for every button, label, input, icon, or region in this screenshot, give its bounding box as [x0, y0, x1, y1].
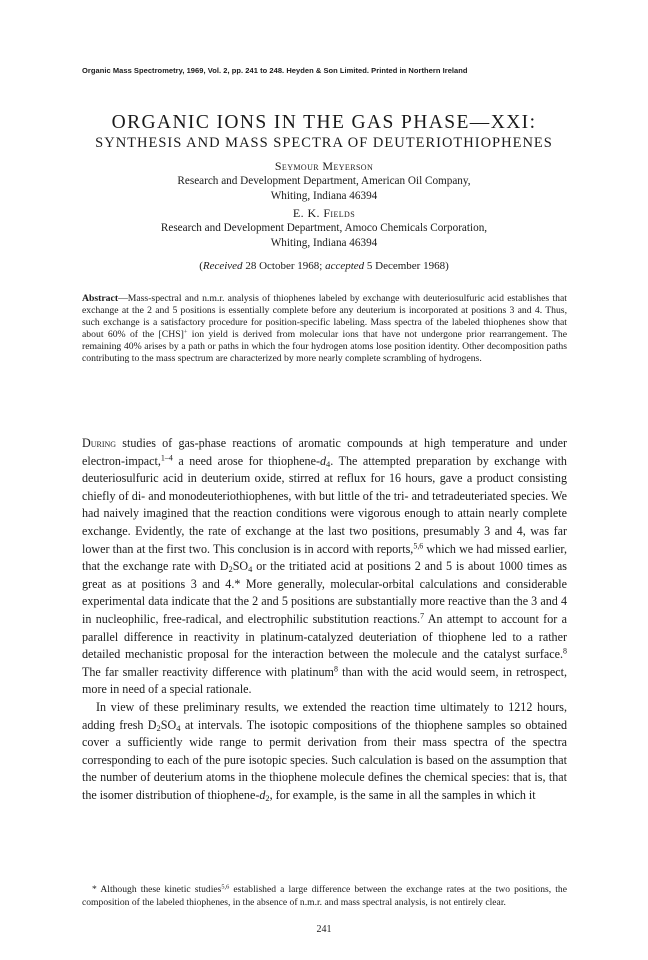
article-title-line-1: ORGANIC IONS IN THE GAS PHASE—XXI:: [111, 112, 537, 133]
body-text-run: a need arose for thiophene-: [172, 453, 320, 468]
journal-citation: Organic Mass Spectrometry, 1969, Vol. 2, pp. 241 to 248. Heyden & Son Limited. Printed in Northern Ireland: [82, 66, 468, 75]
footnote: [82, 884, 567, 909]
citation-ref: 5,6: [413, 541, 424, 551]
body-text-run: An attempt to account for a parallel difference in reactivity in platinum-catalyzed deuteriation of thiophene led to a rather detailed mechanistic proposal for the interaction between the molecule and the catalyst surface.: [82, 611, 567, 662]
isotope-label: d: [259, 787, 266, 802]
abstract-label: Abstract: [82, 293, 119, 304]
subscript: 2: [156, 722, 161, 733]
body-text-run: SO: [232, 559, 249, 574]
received-line: (Received 28 October 1968; accepted 5 December 1968): [199, 260, 449, 272]
body-text-run: or the tritiated acid at positions 2 and 5 is about 1000 times as great as at positions 3 and 4.* More generally, molecular-orbital calculations and considerable experimental data indicate that the 2 and 5 positions are substantially more reactive than the 3 and 4 in nucleophilic, free-radical, and electrophilic substitution reactions.: [82, 559, 568, 626]
footnote-text-run: established a large difference between the exchange rates at the two positions, the composition of the labeled thiophenes, in the absence of n.m.r. and mass spectral analysis, is not entirely clear.: [82, 884, 567, 908]
received-label: Received: [202, 260, 243, 272]
body-paragraph-1: [82, 435, 567, 699]
body-text-run: at intervals. The isotopic compositions of the thiophene samples so obtained cover a sufficiently wide range to permit derivation from their mass spectra of the spectra corresponding to each of the pure isotopic species. Such calculation is based on the assumption that the number of deuterium atoms in the thiophene molecule defines the chemical species: that is, that the isomer distribution of thiophene-: [82, 717, 567, 802]
isotope-label: d: [319, 453, 327, 468]
citation-ref: 8: [333, 664, 338, 674]
citation-ref: 5,6: [221, 883, 230, 891]
author-affiliation-1: Research and Development Department, American Oil Company,: [177, 175, 471, 187]
opening-smallcaps: uring: [90, 436, 117, 450]
citation-ref: 8: [563, 646, 567, 656]
body-text-run: The far smaller reactivity difference with platinum: [82, 664, 334, 679]
abstract-text-part-2: ion yield is derived from molecular ions that have not undergone prior rearrangement. The remaining 40% arises by a path or paths in which the four hydrogen atoms lose position identity. Other decomposition paths contributing to the mass spectrum are characterized by more nearly complete scrambling of hydrogens.: [82, 329, 568, 365]
abstract: [82, 293, 567, 366]
dropcap-letter: D: [82, 436, 91, 450]
footnote-text-run: * Although these kinetic studies: [92, 884, 222, 895]
author-address-2: Whiting, Indiana 46394: [270, 237, 378, 249]
author-affiliation-2: Research and Development Department, Amoco Chemicals Corporation,: [160, 222, 488, 234]
received-date: 28 October 1968: [245, 260, 320, 272]
subscript: 2: [228, 564, 233, 575]
author-address-1: Whiting, Indiana 46394: [270, 190, 378, 202]
body-paragraph-2: [82, 699, 567, 805]
body-text-run: which we had missed earlier, that the exchange rate with D: [82, 541, 567, 574]
body-text-run: , for example, is the same in all the samples in which it: [269, 787, 536, 802]
author-name-2: E. K. Fields: [292, 206, 356, 220]
citation-ref: 1–4: [160, 453, 173, 463]
abstract-text-part-1: —Mass-spectral and n.m.r. analysis of thiophenes labeled by exchange with deuteriosulfuric acid establishes that exchange at the 2 and 5 positions is essentially complete before any deuterium is incorporated at positions 3 and 4. Thus, such exchange is a satisfactory procedure for position-specific labeling. Mass spectra of the labeled thiophenes show that about 60% of the [CHS]: [82, 293, 567, 341]
body-text-run: SO: [160, 717, 177, 732]
body-text-run: . The attempted preparation by exchange with deuteriosulfuric acid in deuterium oxide, stirred at reflux for 16 hours, gave a product consisting chiefly of di- and monodeuteriothiophenes, with but little of the tri- and tetradeuteriated species. We had naively imagined that the reaction conditions were vigorous enough to attain nearly complete exchange. Evidently, the rate of exchange at the last two positions, presumably 3 and 4, was far lower than at the first two. This conclusion is in accord with reports,: [82, 453, 567, 556]
body-text-run: than with the acid would seem, in retrospect, more in need of a special rationale.: [82, 664, 567, 697]
accepted-label: accepted: [325, 260, 365, 272]
body-text: [82, 435, 567, 804]
superscript-plus: +: [183, 328, 188, 336]
accepted-date: 5 December 1968: [366, 260, 446, 272]
subscript: 4: [176, 722, 181, 733]
body-text-run: studies of gas-phase reactions of aromatic compounds at high temperature and under electron-impact,: [82, 436, 567, 468]
subscript: 2: [265, 792, 270, 803]
body-text-run: In view of these preliminary results, we extended the reaction time ultimately to 1212 hours, adding fresh D: [82, 699, 567, 732]
citation-ref: 7: [420, 611, 425, 621]
author-name-1: Seymour Meyerson: [274, 159, 374, 173]
subscript: 4: [326, 458, 331, 469]
article-title-line-2: SYNTHESIS AND MASS SPECTRA OF DEUTERIOTHIOPHENES: [95, 135, 553, 151]
subscript: 4: [248, 564, 253, 575]
page-number: 241: [316, 924, 332, 935]
